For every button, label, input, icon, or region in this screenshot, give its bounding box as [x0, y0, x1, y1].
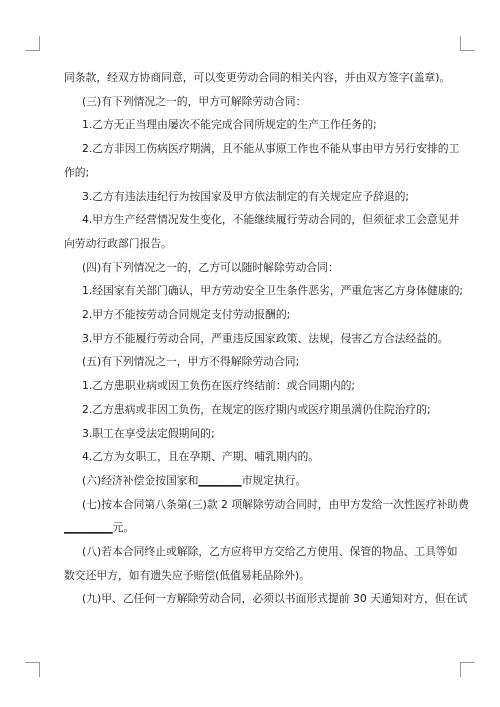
body-line: 2.甲方不能按劳动合同规定支付劳动报酬的;: [82, 308, 291, 322]
body-line: 3.乙方有违法违纪行为按国家及甲方依法制定的有关规定应予辞退的;: [82, 189, 410, 203]
line-text: (六)经济补偿金按国家和: [82, 473, 199, 487]
body-line: (五)有下列情况之一，甲方不得解除劳动合同;: [82, 355, 300, 369]
line-text: 市规定执行。: [241, 473, 307, 487]
body-line: 作的;: [64, 165, 90, 179]
crop-mark-top-right: [460, 36, 475, 51]
body-line: [64, 516, 444, 540]
body-line: 同条款，经双方协商同意，可以变更劳动合同的相关内容，并由双方签字(盖章)。: [64, 71, 451, 84]
fill-in-blank: ________: [198, 473, 242, 487]
body-line: 3.甲方不能履行劳动合同，严重违反国家政策、法规，侵害乙方合法经益的。: [82, 331, 449, 345]
body-line: 1.经国家有关部门确认，甲方劳动安全卫生条件恶劣，严重危害乙方身体健康的;: [82, 284, 464, 298]
fill-in-blank: _________: [64, 521, 113, 535]
body-line: (九)甲、乙任何一方解除劳动合同，必须以书面形式提前 30 天通知对方，但在试: [82, 592, 468, 606]
line-text: 元。: [112, 521, 135, 535]
crop-mark-bottom-left: [25, 662, 40, 677]
body-line: 1.乙方无正当理由屡次不能完成合同所规定的生产工作任务的;: [82, 118, 377, 132]
crop-mark-bottom-right: [460, 662, 475, 677]
document-body: [64, 66, 469, 611]
body-line: 2.乙方患病或非因工负伤，在规定的医疗期内或医疗期虽满仍住院治疗的;: [82, 402, 431, 416]
body-line: 3.职工在享受法定假期间的;: [82, 426, 215, 440]
body-line: (七)按本合同第八条第(三)款 2 项解除劳动合同时，由甲方发给一次性医疗补助费: [82, 497, 469, 511]
body-line: 数交还甲方，如有遗失应予赔偿(低值易耗品除外)。: [64, 568, 310, 582]
body-line: 4.甲方生产经营情况发生变化，不能继续履行劳动合同的，但须征求工会意见并: [82, 213, 460, 227]
body-line: (八)若本合同终止或解除，乙方应将甲方交给乙方使用、保管的物品、工具等如: [82, 545, 458, 559]
crop-mark-top-left: [25, 36, 40, 51]
body-line: (三)有下列情况之一的，甲方可解除劳动合同：: [82, 94, 307, 108]
body-line: [64, 469, 444, 493]
body-line: 2.乙方非因工伤病医疗期满，且不能从事原工作也不能从事由甲方另行安排的工: [82, 142, 460, 156]
body-line: 4.乙方为女职工，且在孕期、产期、哺乳期内的。: [82, 450, 320, 464]
body-line: 向劳动行政部门报告。: [64, 236, 172, 250]
body-line: (四)有下列情况之一的，乙方可以随时解除劳动合同：: [82, 260, 339, 274]
body-line: 1.乙方患职业病或因工负伤在医疗终结前：或合同期内的;: [82, 379, 356, 393]
